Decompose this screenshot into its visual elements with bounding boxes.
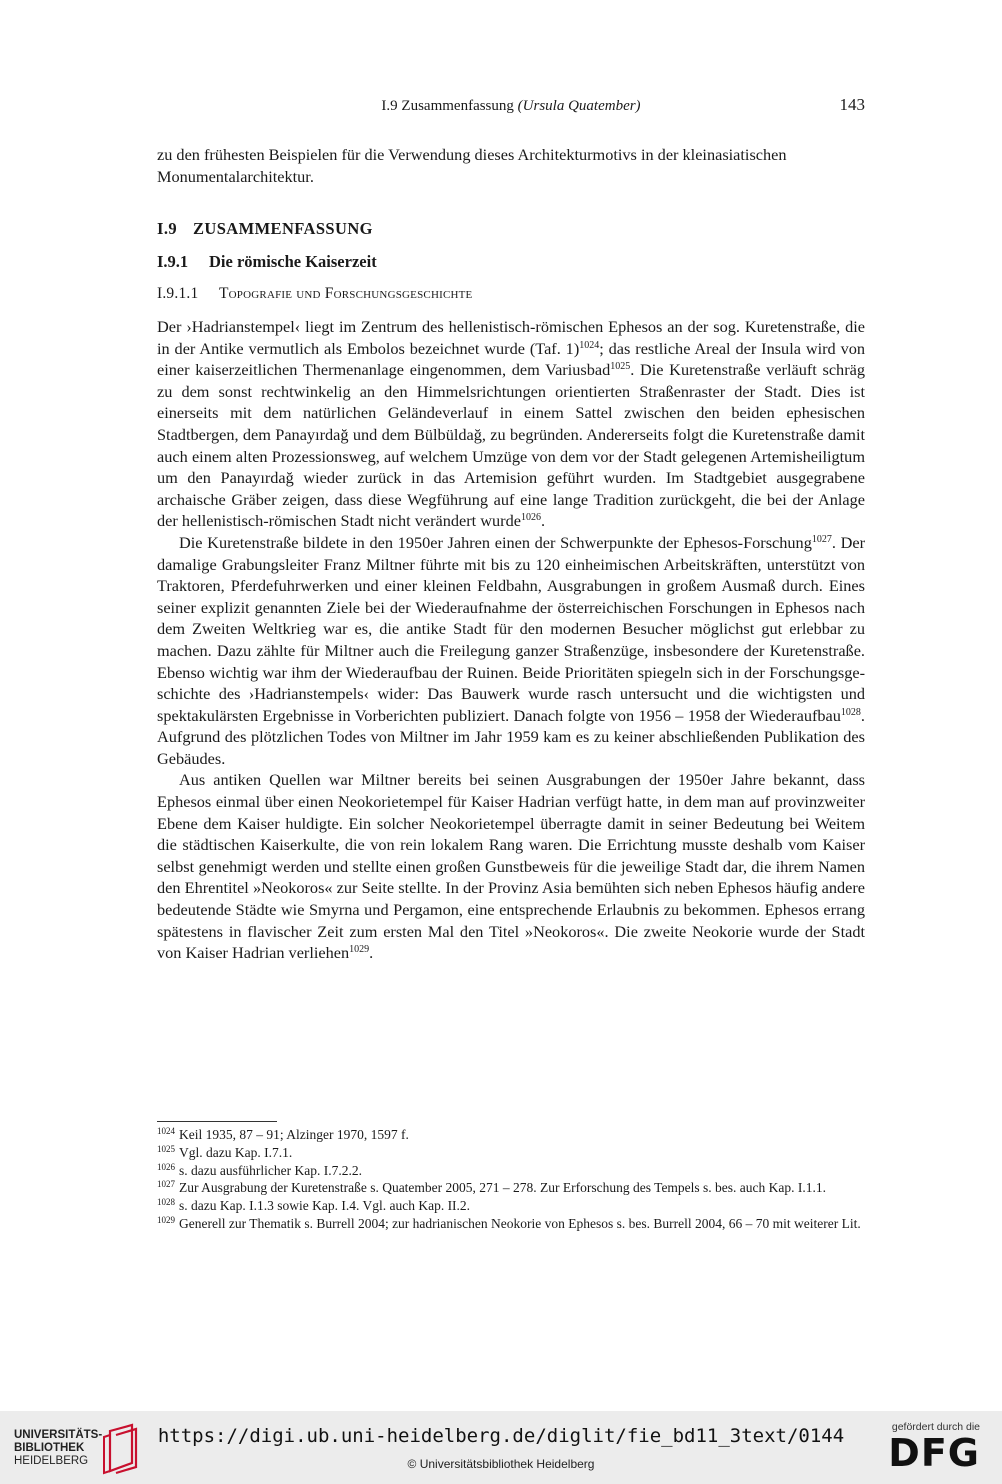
paragraph-text: . xyxy=(540,511,546,531)
body-paragraph xyxy=(157,769,865,963)
paragraph-text: ; das restliche Areal der Insula wird von einer kaiserzeitlichen Thermenanlage eingenommen, dem Variusbad xyxy=(157,338,866,380)
footnote-text: Zur Ausgrabung der Kuretenstraße s. Quatember 2005, 271 – 278. Zur Erforschung des Tempels s. bes. auch Kap. I.1.1. xyxy=(179,1180,827,1196)
intro-text: zu den frühesten Beispielen für die Verwendung dieses Architekturmotivs in der kleinasiatischen Monumentalarchitektur. xyxy=(157,145,787,186)
footnote-text: Generell zur Thematik s. Burrell 2004; zur hadrianischen Neokorie von Ephesos s. bes. Burrell 2004, 66 – 70 mit weiterer Lit. xyxy=(179,1215,861,1231)
subsubsection-heading xyxy=(157,285,472,303)
library-name-line3: HEIDELBERG xyxy=(14,1455,89,1467)
section-heading xyxy=(157,219,373,239)
subsection-heading xyxy=(157,252,377,272)
body-paragraph xyxy=(157,316,865,532)
footnote-number: 1025 xyxy=(157,1143,175,1154)
paragraph-text: . Der damalige Grabungsleiter Franz Miltner führte mit bis zu 120 einheimischen Arbeitskräften, unterstützt von Traktoren, Pferdefuhrwerken und einer kleinen Feldbahn, Ausgrabungen in großem Ausmaß durch. Eines seiner explizit genannten Ziele bei der Wiederaufnahme der österreichischen Forschungen in Ephesos nach dem Zweiten Weltkrieg war es, die antike Stadt für den modernen Besucher möglichst gut erlebbar zu machen. Dazu zählte für Miltner auch die Freilegung ganzer Straßenzüge, insbesondere der Kuretenstraße. Ebenso wichtig war ihm der Wiederaufbau der Ruinen. Beide Prioritäten spiegeln sich in der Forschungsgeschichte des ›Hadrianstempels‹ wider: Das Bauwerk wurde rasch untersucht und die wichtigsten und spektakulärsten Ergebnisse in Vorberichten publiziert. Danach folgte von 1956 – 1958 der Wiederaufbau xyxy=(157,532,865,725)
footnote-number: 1026 xyxy=(157,1161,175,1172)
permalink-url[interactable]: https://digi.ub.uni-heidelberg.de/diglit/fie_bd11_3text/0144 xyxy=(157,1425,845,1447)
footnote xyxy=(157,1126,865,1144)
footnote-number: 1029 xyxy=(157,1214,175,1225)
footnote-separator xyxy=(157,1121,277,1122)
footnote-number: 1027 xyxy=(157,1179,175,1190)
body-paragraph xyxy=(157,532,865,770)
page-number: 143 xyxy=(839,95,865,114)
footnotes xyxy=(157,1126,865,1233)
footnote-reference[interactable]: 1024 xyxy=(579,339,600,351)
footnote xyxy=(157,1162,865,1180)
subsection-number: I.9.1 xyxy=(157,252,189,271)
footnote-reference[interactable]: 1026 xyxy=(520,512,541,524)
running-head-title xyxy=(157,96,865,116)
footnote-text: s. dazu Kap. I.1.3 sowie Kap. I.4. Vgl. auch Kap. II.2. xyxy=(179,1198,471,1214)
library-name-line1: UNIVERSITÄTS- xyxy=(14,1429,103,1441)
funding-label: gefördert durch die xyxy=(891,1421,980,1433)
library-name-line2: BIBLIOTHEK xyxy=(14,1442,85,1454)
footnote xyxy=(157,1179,865,1197)
main-body-text xyxy=(157,316,865,964)
intro-paragraph xyxy=(157,144,865,187)
footnote-text: s. dazu ausführlicher Kap. I.7.2.2. xyxy=(179,1162,362,1178)
footnote xyxy=(157,1197,865,1215)
footnote xyxy=(157,1215,865,1233)
paragraph-text: Der ›Hadrianstempel‹ liegt im Zentrum des hellenistisch-römischen Ephesos an der sog. Kuretenstraße, die in der Antike vermutlich als Embolos bezeichnet wurde (Taf. 1) xyxy=(157,317,865,358)
running-head-section: I.9 Zusammenfassung xyxy=(381,98,514,114)
subsubsection-number: I.9.1.1 xyxy=(157,285,199,302)
paragraph-text: . xyxy=(369,943,374,963)
copyright-notice: © Universitätsbibliothek Heidelberg xyxy=(407,1457,595,1471)
footnote-reference[interactable]: 1028 xyxy=(840,706,861,718)
footnote-text: Vgl. dazu Kap. I.7.1. xyxy=(179,1144,293,1160)
dfg-funding xyxy=(870,1421,980,1473)
section-title: ZUSAMMENFASSUNG xyxy=(193,219,373,238)
paragraph-text: Die Kuretenstraße bildete in den 1950er Jahren einen der Schwerpunkte der Ephesos-Forschung xyxy=(179,532,812,552)
dfg-logo[interactable]: DFG xyxy=(888,1431,980,1475)
footnote-number: 1028 xyxy=(157,1197,175,1208)
paragraph-text: Aus antiken Quellen war Miltner bereits bei seinen Ausgrabungen der 1950er Jahre bekannt, dass Ephesos einmal über einen Neokorietempel für Kaiser Hadrian verfügt hatte, in dem man auf provinzweiter Ebene dem Kaiser huldigte. Ein solcher Neokorietempel überragte damit in seiner Bedeutung bei Weitem die städtischen Kaiserkulte, die von rein lokalem Rang waren. Die Errichtung musste deshalb vom Kaiser selbst genehmigt werden und stellte einen großen Gunstbeweis für die jeweilige Stadt dar, die ihrem Namen den Ehrentitel »Neokoros« zur Seite stellte. In der Provinz Asia bemühten sich neben Ephesos häufig andere bedeutende Städte wie Smyrna und Pergamon, eine entsprechende Erlaubnis zu bekommen. Ephesos errang spätestens in flavischer Zeit zum ersten Mal den Titel »Neokoros«. Die zweite Neokorie wurde der Stadt von Kaiser Hadrian verliehen xyxy=(157,770,865,963)
footnote-text: Keil 1935, 87 – 91; Alzinger 1970, 1597 f. xyxy=(179,1127,409,1142)
paragraph-text: . Die Kuretenstraße verläuft schräg zu dem sonst rechtwinkelig an den Himmelsrichtungen orientierten Straßenraster der Stadt. Dies ist einerseits mit dem natürlichen Geländeverlauf in einem Sattel zwischen den beiden ephesischen Stadtbergen, dem Panayırdağ und dem Bülbüldağ, zu begründen. Andererseits folgt die Kuretenstraße damit auch einem alten Prozessionsweg, auf welchem Umzüge von dem vor der Stadt gelegenen Artemisheiligtum um den Panayırdağ wieder zurück in das Artemision geführt wurden. Im Stadtgebiet ausgegrabene archaische Gräber zeigen, dass diese Wegführung auf eine lange Tradition zurückgeht, die bei der Anlage der hellenistisch-römischen Stadt nicht verändert wurde xyxy=(157,360,865,531)
running-head-author: (Ursula Quatember) xyxy=(517,98,641,114)
footnote-reference[interactable]: 1025 xyxy=(610,361,631,373)
subsection-title: Die römische Kaiserzeit xyxy=(209,252,377,271)
section-number: I.9 xyxy=(157,219,177,238)
footnote xyxy=(157,1144,865,1162)
paragraph-text: . Aufgrund des plötzlichen Todes von Miltner im Jahr 1959 kam es zu keiner abschließenden Publikation des Gebäudes. xyxy=(157,705,865,768)
subsubsection-title: Topografie und Forschungsgeschichte xyxy=(219,285,473,302)
footnote-reference[interactable]: 1027 xyxy=(811,533,832,545)
footnote-number: 1024 xyxy=(157,1126,175,1136)
footnote-reference[interactable]: 1029 xyxy=(349,944,370,956)
digitization-footer xyxy=(0,1411,1002,1484)
